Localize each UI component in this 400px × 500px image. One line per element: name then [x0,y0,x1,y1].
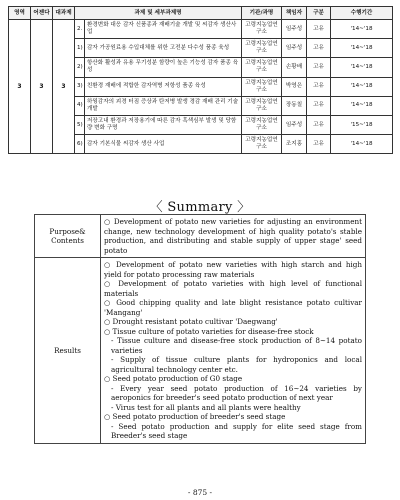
type-cell: 고유 [307,115,331,134]
org-cell: 고령지농업연구소 [242,58,282,77]
table-row [9,20,393,39]
header-manager: 책임자 [282,7,307,20]
purpose-label: Purpose& Contents [35,215,101,258]
manager-cell: 손황배 [282,58,307,77]
project-table-header [9,7,393,20]
manager-cell: 임주성 [282,20,307,39]
purpose-row [35,215,366,258]
task-name: 감자 가공원료용 수입대체를 위한 고전분 다수성 품종 육성 [85,39,242,58]
results-line: ○ Seed potato production of G0 stage [104,374,243,383]
major-task-cell: 3 [53,20,75,154]
results-line: - Seed potato production and supply for elite seed stage from Breeder's seed stage [111,421,362,440]
type-cell: 고유 [307,20,331,39]
period-cell: '14~'18 [331,20,393,39]
results-line: ○ Development of potato varieties with high level of functional materials [104,279,362,298]
task-name: 하웡감자의 괴경 터짐 증상과 탄저병 발생 경감 재배 관리 기술 개발 [85,96,242,115]
org-cell: 고령지농업연구소 [242,115,282,134]
task-number: 2. [75,20,85,39]
type-cell: 고유 [307,39,331,58]
results-label: Results [35,258,101,444]
manager-cell: 임주성 [282,115,307,134]
agenda-cell: 3 [31,20,53,154]
period-cell: '15~'18 [331,115,393,134]
type-cell: 고유 [307,58,331,77]
manager-cell: 임주성 [282,39,307,58]
project-table [8,6,393,154]
summary-table [34,214,366,444]
task-name: 저장고내 환경과 저장용기에 따른 감자 흑색심부 발생 및 당함량 변화 구명 [85,115,242,134]
results-line: ○ Good chipping quality and late blight resistance potato cultivar 'Mangang' [104,298,362,317]
header-agenda: 어젠다 [31,7,53,20]
period-cell: '14~'18 [331,58,393,77]
purpose-content [101,215,366,258]
type-cell: 고유 [307,96,331,115]
period-cell: '14~'18 [331,135,393,154]
task-name: 친환경 재배에 적합한 감자역병 저항성 품종 육성 [85,77,242,96]
area-cell: 3 [9,20,31,154]
task-number: 1) [75,39,85,58]
manager-cell: 장동칠 [282,96,307,115]
header-major-task: 대과제 [53,7,75,20]
task-name: 항산화 활성과 유용 무기성분 함량이 높은 기능성 감자 품종 육성 [85,58,242,77]
task-name: 감자 기본식물 씨감자 생산 사업 [85,135,242,154]
task-number: 4) [75,96,85,115]
results-content [101,258,366,444]
header-period: 수행기간 [331,7,393,20]
purpose-text: ○ Development of potato new varieties for adjusting an environment change, new technology development of high quality potato's stable production, and distributing and stable supply of upper stage' seed potato [104,217,362,255]
page-number: - 875 - [187,488,213,497]
org-cell: 고령지농업연구소 [242,39,282,58]
header-area: 영역 [9,7,31,20]
task-number: 5) [75,115,85,134]
manager-cell: 조지홍 [282,135,307,154]
results-line: - Tissue culture and disease-free stock production of 8~14 potato varieties [111,336,362,355]
org-cell: 고령지농업연구소 [242,20,282,39]
period-cell: '14~'18 [331,96,393,115]
type-cell: 고유 [307,77,331,96]
org-cell: 고령지농업연구소 [242,77,282,96]
summary-title: 〈 Summary 〉 [149,200,251,215]
results-row [35,258,366,444]
results-line: - Virus test for all plants and all plants were healthy [111,402,301,412]
task-name: 환경변화 대응 감자 신품종과 재배기술 개발 및 씨감자 생산사업 [85,20,242,39]
header-type: 구분 [307,7,331,20]
results-line: ○ Development of potato new varieties with high starch and high yield for potato processing raw materials [104,260,362,279]
org-cell: 고령지농업연구소 [242,96,282,115]
type-cell: 고유 [307,135,331,154]
results-line: - Supply of tissue culture plants for hydroponics and local agricultural technology center etc. [111,355,362,374]
task-number: 2) [75,58,85,77]
org-cell: 고령지농업연구소 [242,135,282,154]
results-line: ○ Drought resistant potato cultivar 'Daegwang' [104,317,278,326]
header-task-name: 과제 및 세부과제명 [75,7,242,20]
header-org: 기관/과명 [242,7,282,20]
manager-cell: 박영은 [282,77,307,96]
results-line: ○ Seed potato production of breeder's seed stage [104,412,286,421]
period-cell: '14~'18 [331,39,393,58]
task-number: 6) [75,135,85,154]
period-cell: '14~'18 [331,77,393,96]
results-line: ○ Tissue culture of potato varieties for disease-free stock [104,326,314,336]
task-number: 3) [75,77,85,96]
results-line: - Every year seed potato production of 16~24 varieties by aeroponics for breeder's seed potato production of next year [111,383,362,402]
